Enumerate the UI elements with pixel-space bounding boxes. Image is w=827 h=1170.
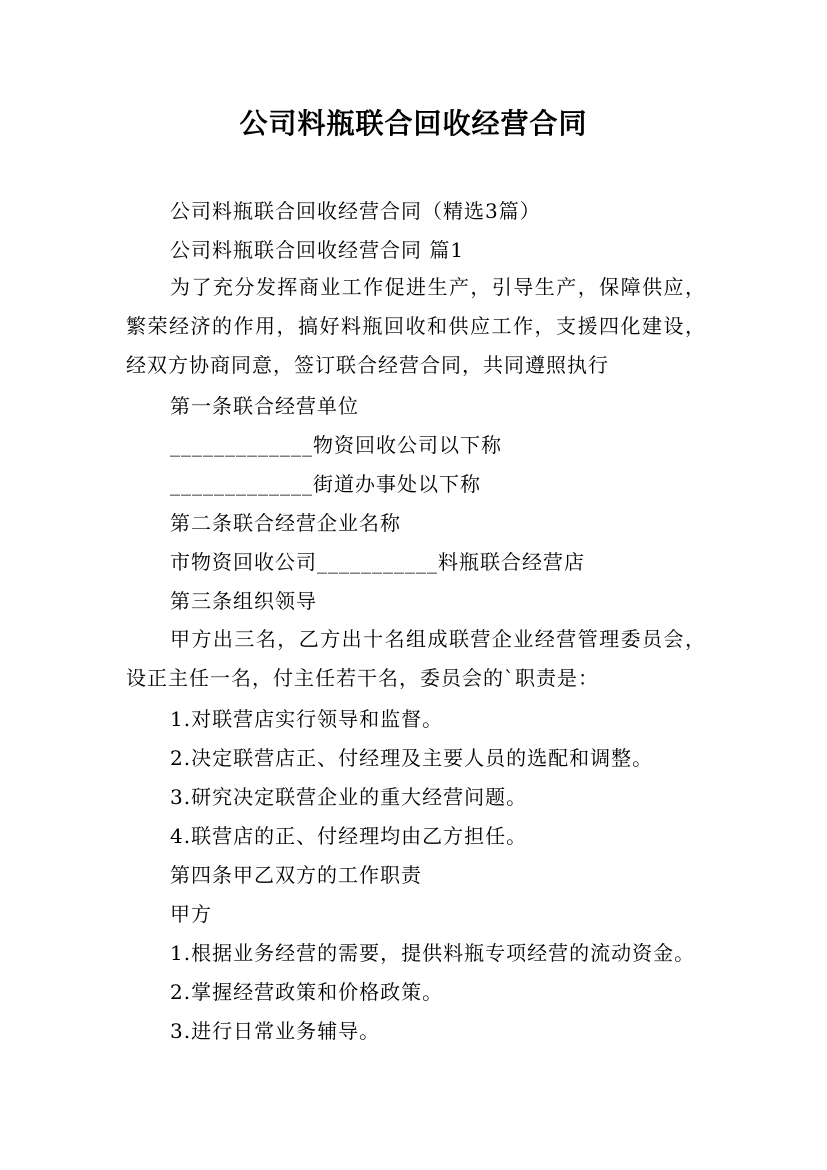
part-heading: 公司料瓶联合回收经营合同 篇1 — [170, 238, 465, 262]
article-3-heading: 第三条组织领导 — [170, 589, 317, 613]
article-3-item-3: 3.研究决定联营企业的重大经营问题。 — [170, 785, 528, 809]
article-1-line-2: _____________街道办事处以下称 — [170, 472, 481, 496]
article-3-paragraph: 甲方出三名，乙方出十名组成联营企业经营管理委员会，设正主任一名，付主任若干名，委员会的`职责是： — [126, 627, 706, 690]
party-a-item-1: 1.根据业务经营的需要，提供料瓶专项经营的流动资金。 — [170, 941, 696, 965]
intro-paragraph: 为了充分发挥商业工作促进生产，引导生产，保障供应，繁荣经济的作用，搞好料瓶回收和供应工作，支援四化建设，经双方协商同意，签订联合经营合同，共同遵照执行 — [126, 275, 706, 377]
article-3-item-4: 4.联营店的正、付经理均由乙方担任。 — [170, 824, 528, 848]
document-title: 公司料瓶联合回收经营合同 — [239, 107, 588, 140]
article-3-item-2: 2.决定联营店正、付经理及主要人员的选配和调整。 — [170, 746, 654, 770]
article-2-heading: 第二条联合经营企业名称 — [170, 511, 401, 535]
party-a-item-2: 2.掌握经营政策和价格政策。 — [170, 980, 444, 1004]
article-1-heading: 第一条联合经营单位 — [170, 394, 359, 418]
party-a-item-3: 3.进行日常业务辅导。 — [170, 1019, 381, 1043]
article-3-item-1: 1.对联营店实行领导和监督。 — [170, 707, 444, 731]
article-2-line: 市物资回收公司___________料瓶联合经营店 — [170, 550, 585, 574]
article-1-line-1: _____________物资回收公司以下称 — [170, 433, 502, 457]
article-4-heading: 第四条甲乙双方的工作职责 — [170, 863, 422, 887]
party-a-heading: 甲方 — [170, 902, 212, 926]
subtitle: 公司料瓶联合回收经营合同（精选3篇） — [170, 199, 541, 223]
